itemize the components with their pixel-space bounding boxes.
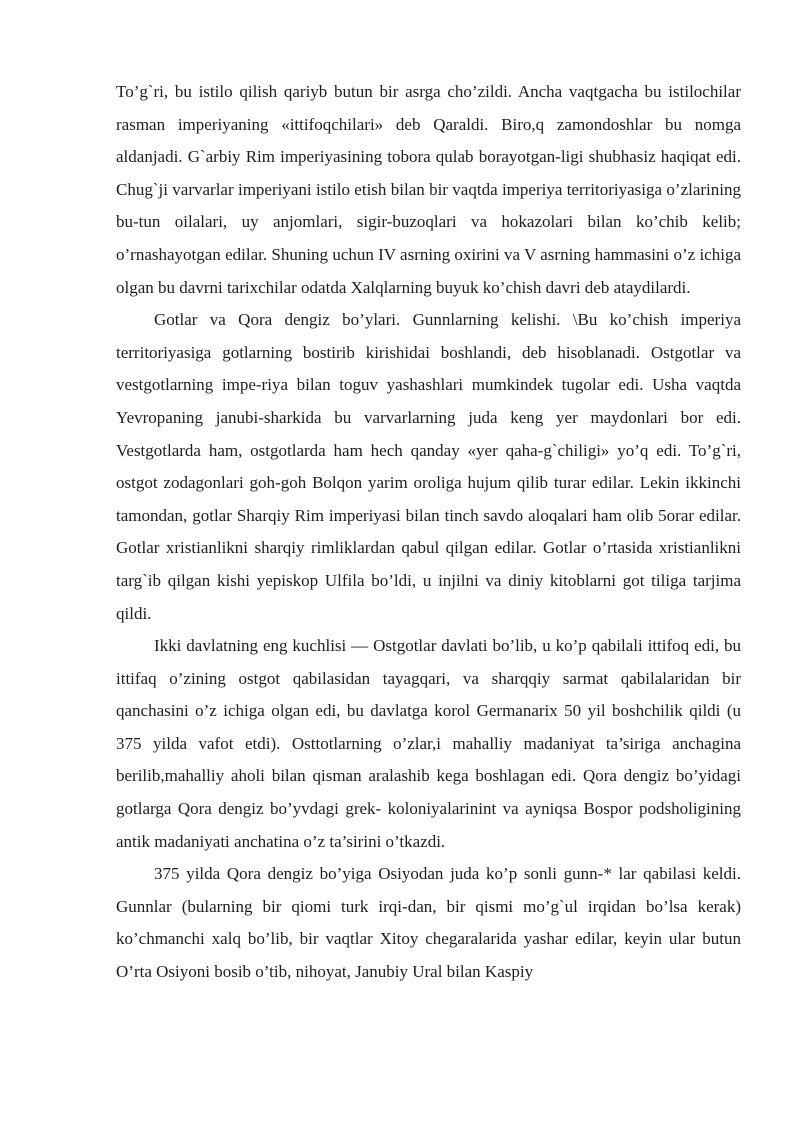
paragraph-3: Ikki davlatning eng kuchlisi — Ostgotlar davlati bo’lib, u ko’p qabilali ittifoq edi, bu ittifaq o’zining ostgot qabilasidan tayagqari, va sharqqiy sarmat qabilalaridan bir qanchasini o’z ichiga olgan edi, bu davlatga korol Germanarix 50 yil boshchilik qildi (u 375 yilda vafot etdi). Osttotlarning o’zlar,i mahalliy madaniyat ta’siriga anchagina berilib,mahalliy aholi bilan qisman aralashib kega boshlagan edi. Qora dengiz bo’yidagi gotlarga Qora dengiz bo’yvdagi grek- koloniyalarinint va ayniqsa Bospor podsholigining antik madaniyati anchatina o’z ta’sirini o’tkazdi.: [116, 636, 741, 851]
paragraph-4: 375 yilda Qora dengiz bo’yiga Osiyodan juda ko’p sonli gunn-* lar qabilasi keldi. Gunnlar (bularning bir qiomi turk irqi-dan, bir qismi mo’g`ul irqidan bo’lsa kerak) ko’chmanchi xalq bo’lib, bir vaqtlar Xitoy chegaralarida yashar edilar, keyin ular butun O’rta Osiyoni bosib o’tib, nihoyat, Janubiy Ural bilan Kaspiy: [116, 864, 741, 982]
paragraph-2: Gotlar va Qora dengiz bo’ylari. Gunnlarning kelishi. \Bu ko’chish imperiya territoriyasiga gotlarning bostirib kirishidai boshlandi, deb hisoblanadi. Ostgotlar va vestgotlarning impe-riya bilan toguv yashashlari mumkindek tugolar edi. Usha vaqtda Yevropaning janubi-sharkida bu varvarlarning juda keng yer maydonlari bor edi. Vestgotlarda ham, ostgotlarda ham hech qanday «yer qaha-g`chiligi» yo’q edi. To’g`ri, ostgot zodagonlari goh-goh Bolqon yarim oroliga hujum qilib turar edilar. Lekin ikkinchi tamondan, gotlar Sharqiy Rim imperiyasi bilan tinch savdo aloqalari ham olib 5orar edilar. Gotlar xristianlikni sharqiy rimliklardan qabul qilgan edilar. Gotlar o’rtasida xristianlikni targ`ib qilgan kishi yepiskop Ulfila bo’ldi, u injilni va diniy kitoblarni got tiliga tarjima qildi.: [116, 310, 741, 623]
document-body: [116, 76, 741, 989]
paragraph-1: To’g`ri, bu istilo qilish qariyb butun bir asrga cho’zildi. Ancha vaqtgacha bu istilochilar rasman imperiyaning «ittifoqchilari» deb Qaraldi. Biro,q zamondoshlar bu nomga aldanjadi. G`arbiy Rim imperiyasining tobora qulab borayotgan-ligi shubhasiz haqiqat edi. Chug`ji varvarlar imperiyani istilo etish bilan bir vaqtda imperiya territoriyasiga o’zlarining bu-tun oilalari, uy anjomlari, sigir-buzoqlari va hokazolari bilan ko’chib kelib; o’rnashayotgan edilar. Shuning uchun IV asrning oxirini va V asrning hammasini o’z ichiga olgan bu davrni tarixchilar odatda Xalqlarning buyuk ko’chish davri deb ataydilardi.: [116, 82, 741, 297]
